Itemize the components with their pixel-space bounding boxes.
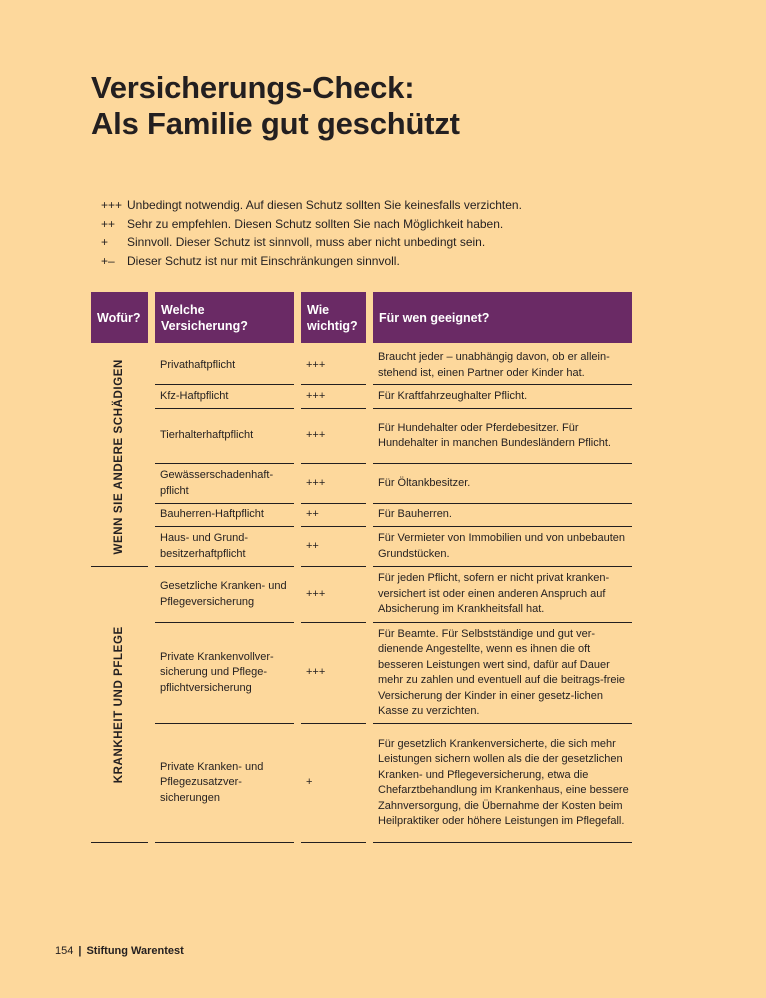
importance-rating: +++ — [301, 347, 366, 385]
insurance-table — [91, 292, 632, 843]
table-row — [155, 623, 632, 724]
table-row — [155, 504, 632, 527]
suitable-for: Für Kraftfahrzeughalter Pflicht. — [373, 385, 632, 409]
suitable-for: Für Öltankbesitzer. — [373, 464, 632, 504]
table-row — [155, 527, 632, 567]
table-row — [155, 724, 632, 843]
header-importance: Wie wichtig? — [301, 292, 366, 343]
table-row — [155, 464, 632, 504]
legend-item — [101, 215, 522, 234]
header-suitable-for: Für wen geeignet? — [373, 292, 632, 343]
suitable-for: Für jeden Pflicht, sofern er nicht privat kranken-versichert ist oder einen anderen Anspruch auf Absicherung im Krankheitsfall hat. — [373, 567, 632, 623]
group-label: WENN SIE ANDERE SCHÄDIGEN — [91, 347, 148, 567]
header-insurance: Welche Versicherung? — [155, 292, 294, 343]
publisher-name: Stiftung Warentest — [86, 945, 184, 957]
page-number: 154 — [55, 945, 74, 957]
table-group-liability — [91, 347, 632, 567]
legend-item — [101, 252, 522, 271]
title-line-1: Versicherungs-Check: — [91, 70, 415, 105]
insurance-name: Gewässerschadenhaft-pflicht — [155, 464, 294, 504]
table-group-health — [91, 567, 632, 843]
legend-item — [101, 196, 522, 215]
importance-rating: +++ — [301, 464, 366, 504]
legend-text: Dieser Schutz ist nur mit Einschränkungen sinnvoll. — [127, 254, 400, 269]
suitable-for: Für Hundehalter oder Pferdebesitzer. Für Hundehalter in manchen Bundesländern Pflicht. — [373, 409, 632, 464]
legend-symbol: +++ — [101, 198, 123, 212]
table-row — [155, 385, 632, 409]
group-label: KRANKHEIT UND PFLEGE — [91, 567, 148, 843]
importance-rating: ++ — [301, 527, 366, 567]
title-line-2: Als Familie gut geschützt — [91, 106, 460, 141]
legend-symbol: + — [101, 235, 109, 250]
legend-symbol: +– — [101, 254, 115, 269]
legend-symbol: ++ — [101, 216, 116, 231]
legend-text: Sehr zu empfehlen. Diesen Schutz sollten Sie nach Möglichkeit haben. — [127, 216, 504, 231]
legend-item — [101, 233, 522, 252]
table-header — [91, 292, 632, 343]
legend-text: Sinnvoll. Dieser Schutz ist sinnvoll, muss aber nicht unbedingt sein. — [127, 235, 486, 250]
page-title — [91, 70, 460, 142]
insurance-name: Privathaftpflicht — [155, 347, 294, 385]
footer-separator: | — [78, 945, 82, 957]
page-footer — [55, 945, 184, 957]
importance-rating: +++ — [301, 385, 366, 409]
table-row — [155, 409, 632, 464]
insurance-name: Private Krankenvollver-sicherung und Pflege-pflichtversicherung — [155, 623, 294, 724]
suitable-for: Für gesetzlich Krankenversicherte, die sich mehr Leistungen sichern wollen als die der gesetzlichen Kranken- und Pflegeversicherung, etwa die Chefarztbehandlung im Krankenhaus, eine bessere Zahnversorgung, die Übernahme der Kosten beim Heilpraktiker oder höhere Leistungen im Pflegefall. — [373, 724, 632, 843]
legend-text: Unbedingt notwendig. Auf diesen Schutz sollten Sie keinesfalls verzichten. — [127, 198, 522, 212]
insurance-name: Tierhalterhaftpflicht — [155, 409, 294, 464]
suitable-for: Braucht jeder – unabhängig davon, ob er allein-stehend ist, einen Partner oder Kinder hat. — [373, 347, 632, 385]
insurance-name: Private Kranken- und Pflegezusatzver-sicherungen — [155, 724, 294, 843]
header-purpose: Wofür? — [91, 292, 148, 343]
importance-rating: +++ — [301, 623, 366, 724]
suitable-for: Für Vermieter von Immobilien und von unbebauten Grundstücken. — [373, 527, 632, 567]
importance-rating: + — [301, 724, 366, 843]
importance-rating: +++ — [301, 567, 366, 623]
insurance-name: Haus- und Grund-besitzerhaftpflicht — [155, 527, 294, 567]
importance-rating: +++ — [301, 409, 366, 464]
suitable-for: Für Bauherren. — [373, 504, 632, 527]
importance-rating: ++ — [301, 504, 366, 527]
rating-legend — [101, 196, 522, 271]
table-row — [155, 347, 632, 385]
table-row — [155, 567, 632, 623]
suitable-for: Für Beamte. Für Selbstständige und gut ver-dienende Angestellte, wenn es ihnen die oft besseren Leistungen wert sind, dafür auf Dauer mehr zu zahlen und eventuell auf die beitrags-freie Versicherung der Kinder in einer gesetz-lichen Kasse zu verzichten. — [373, 623, 632, 724]
insurance-name: Bauherren-Haftpflicht — [155, 504, 294, 527]
insurance-name: Gesetzliche Kranken- und Pflegeversicherung — [155, 567, 294, 623]
insurance-name: Kfz-Haftpflicht — [155, 385, 294, 409]
